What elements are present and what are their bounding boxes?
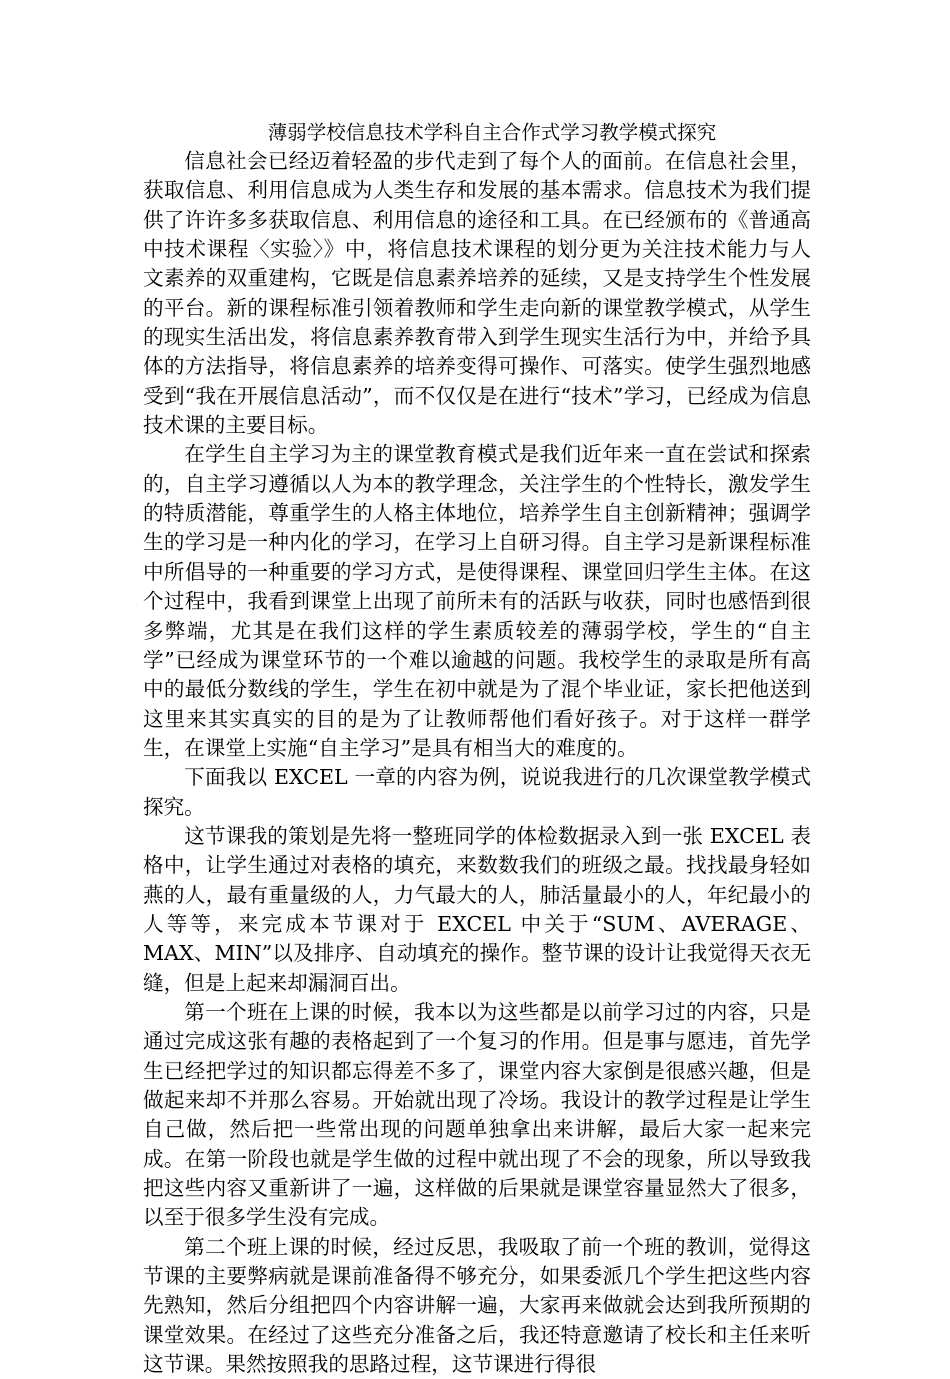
paragraph-4: 这节课我的策划是先将一整班同学的体检数据录入到一张 EXCEL 表格中，让学生通过对表格的填充，来数数我们的班级之最。找找最身轻如燕的人，最有重量级的人，力气最大的人，肺活量最小的人，年纪最小的人等等，来完成本节课对于 EXCEL 中关于“SUM、AVERAGE、MAX、MIN”以及排序、自动填充的操作。整节课的设计让我觉得天衣无缝，但是上起来却漏洞百出。 (143, 823, 811, 995)
paragraph-3: 下面我以 EXCEL 一章的内容为例，说说我进行的几次课堂教学模式探究。 (143, 765, 811, 819)
document-page (143, 118, 811, 1379)
paragraph-2: 在学生自主学习为主的课堂教育模式是我们近年来一直在尝试和探索的，自主学习遵循以人为本的教学理念，关注学生的个性特长，激发学生的特质潜能，尊重学生的人格主体地位，培养学生自主创新精神；强调学生的学习是一种内化的学习，在学习上自研习得。自主学习是新课程标准中所倡导的一种重要的学习方式，是使得课程、课堂回归学生主体。在这个过程中，我看到课堂上出现了前所未有的活跃与收获，同时也感悟到很多弊端，尤其是在我们这样的学生素质较差的薄弱学校，学生的“自主学”已经成为课堂环节的一个难以逾越的问题。我校学生的录取是所有高中的最低分数线的学生，学生在初中就是为了混个毕业证，家长把他送到这里来其实真实的目的是为了让教师帮他们看好孩子。对于这样一群学生，在课堂上实施“自主学习”是具有相当大的难度的。 (143, 442, 811, 760)
paragraph-1: 信息社会已经迈着轻盈的步代走到了每个人的面前。在信息社会里，获取信息、利用信息成为人类生存和发展的基本需求。信息技术为我们提供了许许多多获取信息、利用信息的途径和工具。在已经颁布的《普通高中技术课程〈实验〉》中，将信息技术课程的划分更为关注技术能力与人文素养的双重建构，它既是信息素养培养的延续，又是支持学生个性发展的平台。新的课程标准引领着教师和学生走向新的课堂教学模式，从学生的现实生活出发，将信息素养教育带入到学生现实生活行为中，并给予具体的方法指导，将信息素养的培养变得可操作、可落实。使学生强烈地感受到“我在开展信息活动”，而不仅仅是在进行“技术”学习，已经成为信息技术课的主要目标。 (143, 149, 811, 438)
paragraph-5: 第一个班在上课的时候，我本以为这些都是以前学习过的内容，只是通过完成这张有趣的表格起到了一个复习的作用。但是事与愿违，首先学生已经把学过的知识都忘得差不多了，课堂内容大家倒是很感兴趣，但是做起来却不并那么容易。开始就出现了冷场。我设计的教学过程是让学生自己做，然后把一些常出现的问题单独拿出来讲解，最后大家一起来完成。在第一阶段也就是学生做的过程中就出现了不会的现象，所以导致我把这些内容又重新讲了一遍，这样做的后果就是课堂容量显然大了很多，以至于很多学生没有完成。 (143, 999, 811, 1230)
document-title: 薄弱学校信息技术学科自主合作式学习教学模式探究 (267, 121, 717, 144)
paragraph-6: 第二个班上课的时候，经过反思，我吸取了前一个班的教训，觉得这节课的主要弊病就是课前准备得不够充分，如果委派几个学生把这些内容先熟知，然后分组把四个内容讲解一遍，大家再来做就会达到我所预期的课堂效果。在经过了这些充分准备之后，我还特意邀请了校长和主任来听这节课。果然按照我的思路过程，这节课进行得很 (143, 1234, 811, 1377)
